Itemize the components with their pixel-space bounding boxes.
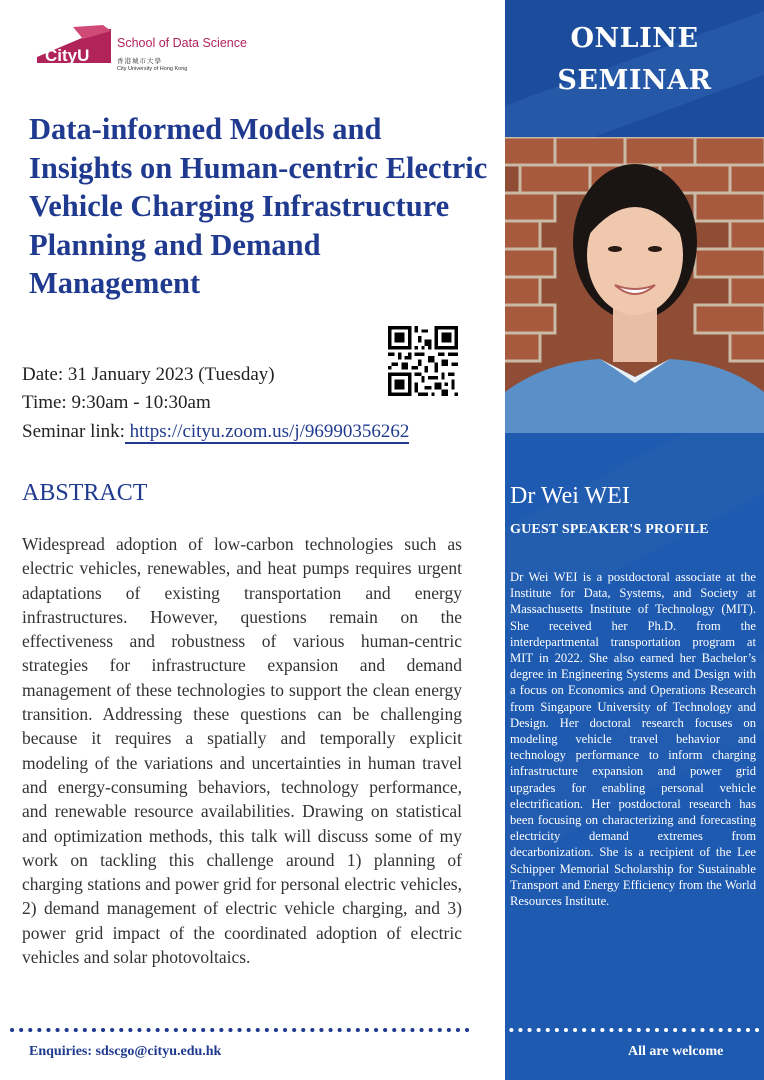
seminar-zoom-link[interactable]: https://cityu.zoom.us/j/96990356262 <box>124 421 410 442</box>
seminar-link-row <box>22 421 409 443</box>
footer-divider-right <box>482 1027 764 1033</box>
seminar-date: Date: 31 January 2023 (Tuesday) <box>22 364 275 385</box>
university-name-english: City University of Hong Kong <box>117 66 188 72</box>
abstract-body: Widespread adoption of low-carbon technologies such as electric vehicles, renewables, and heat pumps requires urgent adaptations of existing transportation and energy infrastructures. However, questions remain on the effectiveness and robustness of various human-centric strategies for infrastructure expansion and demand management of these technologies to support the clean energy transition. Addressing these questions can be challenging because it requires a spatially and temporally explicit modeling of the variations and uncertainties in human travel and energy-consuming behaviors, technology performance, and renewable resource availabilities. Drawing on statistical and optimization methods, this talk will discuss some of my work on tackling this challenge around 1) planning of charging stations and power grid for personal electric vehicles, 2) demand management of electric vehicle charging, and 3) power grid impact of the coordinated adoption of electric vehicles and solar photovoltaics. <box>22 534 462 968</box>
cityu-logo <box>33 23 113 73</box>
logo-wordmark: CityU <box>45 46 90 65</box>
speaker-name: Dr Wei WEI <box>510 483 630 509</box>
speaker-bio: Dr Wei WEI is a postdoctoral associate at the Institute for Data, Systems, and Society at Massachusetts Institute of Technology (MIT). She received her Ph.D. from the interdepartmental transportation program at MIT in 2022. She also earned her Bachelor’s degree in Engineering Systems and Design with a focus on Economics and Operations Research from Singapore University of Technology and Design. Her doctoral research focuses on modeling vehicle travel behavior and technology performance to inform charging infrastructure expansion and power grid upgrades for enabling personal vehicle electrification. Her postdoctoral research has been focusing on characterizing and forecasting electricity demand extremes from decarbonization. She is a recipient of the Lee Schipper Memorial Scholarship for Sustainable Transport and Energy Efficiency from the World Resources Institute. <box>510 570 756 909</box>
enquiries-contact: Enquiries: sdscgo@cityu.edu.hk <box>29 1044 222 1059</box>
online-seminar-banner: ONLINE SEMINAR <box>557 23 712 96</box>
speaker-profile-heading: GUEST SPEAKER'S PROFILE <box>510 522 709 537</box>
abstract-heading: ABSTRACT <box>22 480 148 506</box>
footer-divider <box>10 1027 472 1033</box>
university-name-chinese: 香港城市大學 <box>117 58 162 65</box>
speaker-panel <box>505 0 764 1080</box>
all-welcome-note: All are welcome <box>628 1044 724 1059</box>
seminar-time: Time: 9:30am - 10:30am <box>22 392 211 413</box>
seminar-link-label: Seminar link: <box>22 421 125 442</box>
seminar-title: Data-informed Models and Insights on Human-centric Electric Vehicle Charging Infrastructure Planning and Demand Management <box>29 112 488 300</box>
school-name: School of Data Science <box>117 36 247 50</box>
qr-code[interactable] <box>388 326 458 396</box>
speaker-photo <box>505 137 764 433</box>
